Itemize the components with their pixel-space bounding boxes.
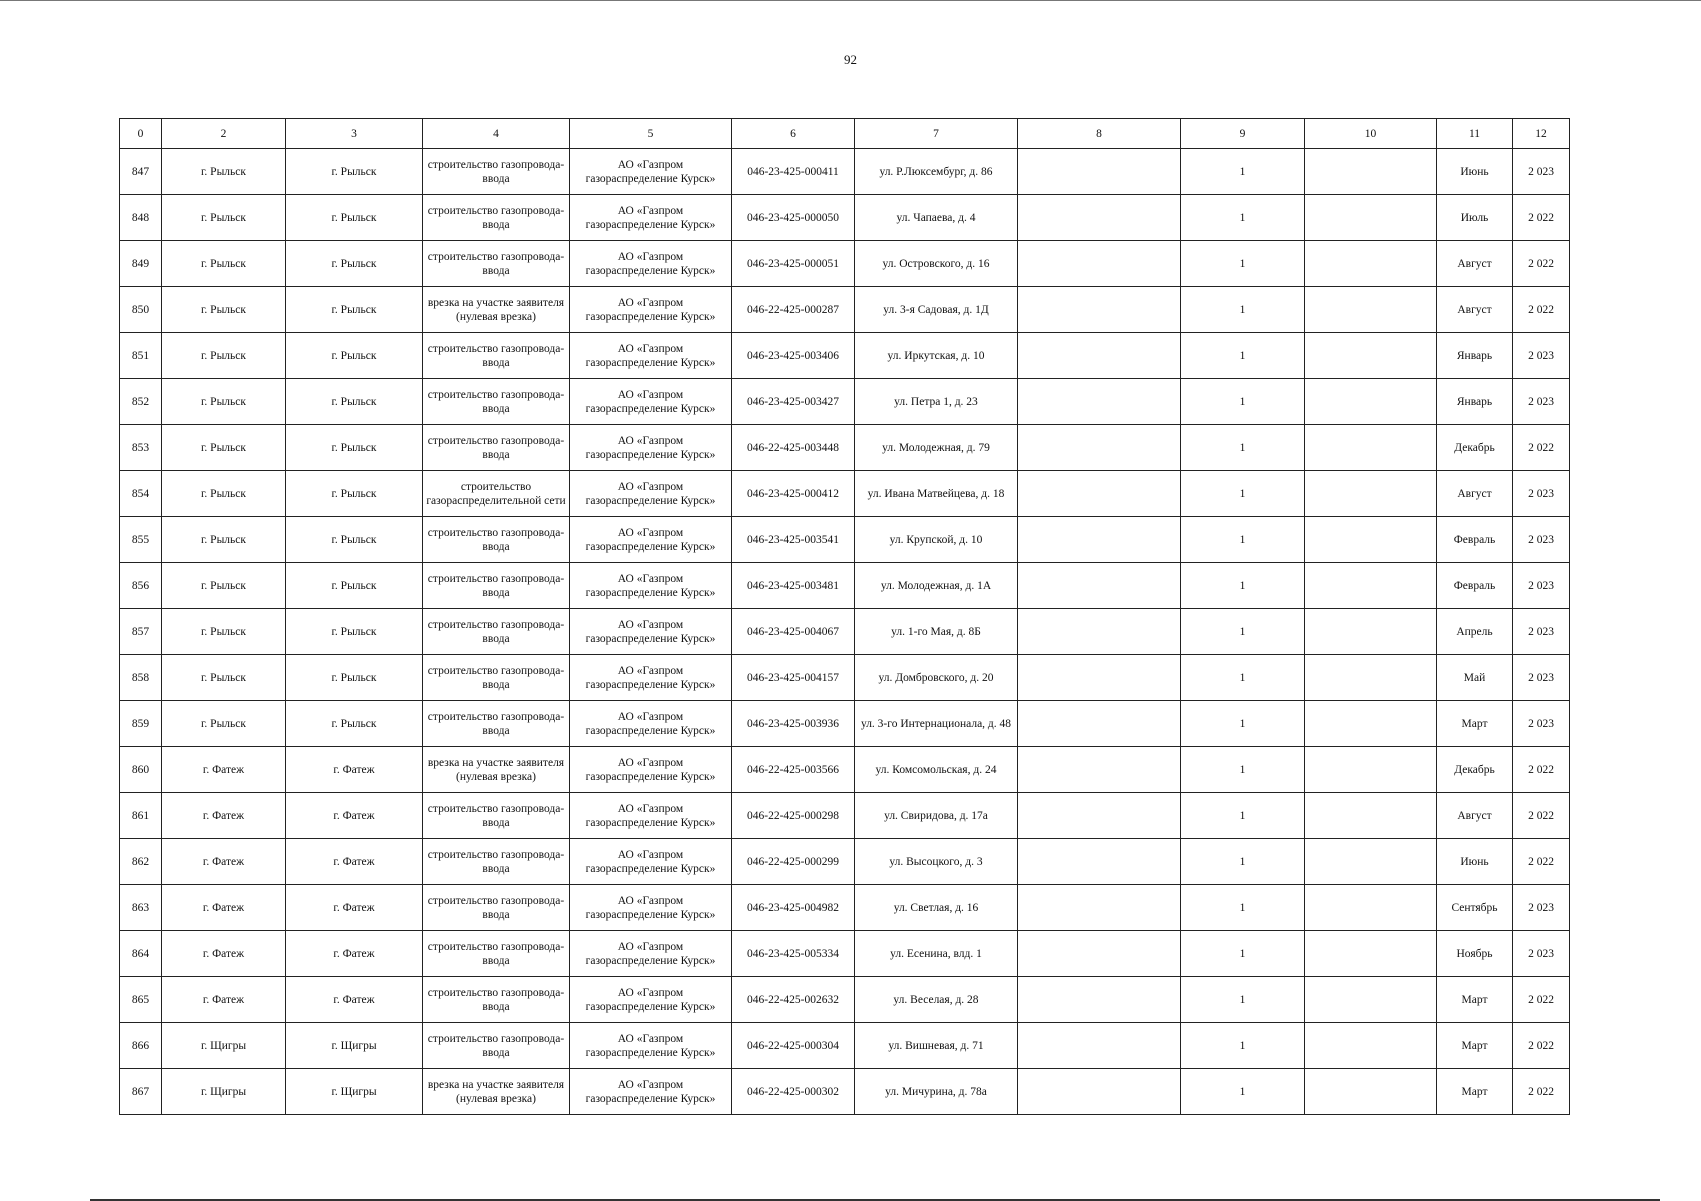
locality-cell: г. Рыльск (286, 425, 423, 471)
address-cell: ул. Высоцкого, д. 3 (855, 839, 1018, 885)
settlement-cell: г. Рыльск (162, 609, 286, 655)
column-8-cell (1018, 609, 1181, 655)
locality-cell: г. Фатеж (286, 931, 423, 977)
header-row (120, 119, 1570, 149)
year-cell: 2 023 (1513, 333, 1570, 379)
table-row (120, 701, 1570, 747)
locality-cell: г. Щигры (286, 1023, 423, 1069)
column-header: 6 (732, 119, 855, 149)
address-cell: ул. Чапаева, д. 4 (855, 195, 1018, 241)
column-8-cell (1018, 563, 1181, 609)
row-number-cell: 851 (120, 333, 162, 379)
table-row (120, 655, 1570, 701)
row-number-cell: 847 (120, 149, 162, 195)
month-cell: Март (1437, 977, 1513, 1023)
column-8-cell (1018, 701, 1181, 747)
year-cell: 2 022 (1513, 747, 1570, 793)
month-cell: Сентябрь (1437, 885, 1513, 931)
work-type-cell: строительство газопровода-ввода (423, 1023, 570, 1069)
settlement-cell: г. Рыльск (162, 333, 286, 379)
contract-code-cell: 046-23-425-003481 (732, 563, 855, 609)
organization-cell: АО «Газпром газораспределение Курск» (570, 287, 732, 333)
column-header: 3 (286, 119, 423, 149)
settlement-cell: г. Щигры (162, 1023, 286, 1069)
contract-code-cell: 046-23-425-000412 (732, 471, 855, 517)
column-header: 5 (570, 119, 732, 149)
column-8-cell (1018, 1023, 1181, 1069)
row-number-cell: 858 (120, 655, 162, 701)
column-8-cell (1018, 241, 1181, 287)
column-8-cell (1018, 287, 1181, 333)
settlement-cell: г. Рыльск (162, 195, 286, 241)
year-cell: 2 023 (1513, 609, 1570, 655)
address-cell: ул. Есенина, влд. 1 (855, 931, 1018, 977)
organization-cell: АО «Газпром газораспределение Курск» (570, 1023, 732, 1069)
address-cell: ул. 3-го Интернационала, д. 48 (855, 701, 1018, 747)
row-number-cell: 848 (120, 195, 162, 241)
quantity-cell: 1 (1181, 931, 1305, 977)
work-type-cell: строительство газопровода-ввода (423, 977, 570, 1023)
row-number-cell: 853 (120, 425, 162, 471)
column-10-cell (1305, 839, 1437, 885)
registry-table (119, 118, 1570, 1115)
year-cell: 2 022 (1513, 287, 1570, 333)
row-number-cell: 865 (120, 977, 162, 1023)
column-10-cell (1305, 747, 1437, 793)
column-header: 12 (1513, 119, 1570, 149)
table-row (120, 931, 1570, 977)
quantity-cell: 1 (1181, 655, 1305, 701)
settlement-cell: г. Фатеж (162, 931, 286, 977)
year-cell: 2 022 (1513, 241, 1570, 287)
table-row (120, 793, 1570, 839)
column-10-cell (1305, 931, 1437, 977)
column-10-cell (1305, 977, 1437, 1023)
work-type-cell: строительство газопровода-ввода (423, 793, 570, 839)
contract-code-cell: 046-22-425-002632 (732, 977, 855, 1023)
quantity-cell: 1 (1181, 563, 1305, 609)
locality-cell: г. Рыльск (286, 517, 423, 563)
year-cell: 2 022 (1513, 425, 1570, 471)
work-type-cell: строительство газопровода-ввода (423, 563, 570, 609)
work-type-cell: врезка на участке заявителя (нулевая врезка) (423, 1069, 570, 1115)
year-cell: 2 023 (1513, 563, 1570, 609)
column-10-cell (1305, 885, 1437, 931)
column-10-cell (1305, 609, 1437, 655)
contract-code-cell: 046-23-425-003427 (732, 379, 855, 425)
organization-cell: АО «Газпром газораспределение Курск» (570, 839, 732, 885)
organization-cell: АО «Газпром газораспределение Курск» (570, 793, 732, 839)
work-type-cell: строительство газопровода-ввода (423, 333, 570, 379)
month-cell: Август (1437, 471, 1513, 517)
month-cell: Январь (1437, 333, 1513, 379)
row-number-cell: 866 (120, 1023, 162, 1069)
settlement-cell: г. Рыльск (162, 471, 286, 517)
locality-cell: г. Рыльск (286, 333, 423, 379)
page-number: 92 (844, 52, 857, 67)
organization-cell: АО «Газпром газораспределение Курск» (570, 977, 732, 1023)
organization-cell: АО «Газпром газораспределение Курск» (570, 379, 732, 425)
year-cell: 2 023 (1513, 149, 1570, 195)
address-cell: ул. Свиридова, д. 17а (855, 793, 1018, 839)
address-cell: ул. Мичурина, д. 78а (855, 1069, 1018, 1115)
column-10-cell (1305, 241, 1437, 287)
month-cell: Февраль (1437, 517, 1513, 563)
table-body (120, 149, 1570, 1115)
contract-code-cell: 046-23-425-000411 (732, 149, 855, 195)
month-cell: Июль (1437, 195, 1513, 241)
settlement-cell: г. Рыльск (162, 425, 286, 471)
quantity-cell: 1 (1181, 287, 1305, 333)
work-type-cell: строительство газопровода-ввода (423, 379, 570, 425)
contract-code-cell: 046-22-425-003566 (732, 747, 855, 793)
year-cell: 2 022 (1513, 195, 1570, 241)
table-row (120, 563, 1570, 609)
quantity-cell: 1 (1181, 471, 1305, 517)
contract-code-cell: 046-23-425-005334 (732, 931, 855, 977)
table-row (120, 241, 1570, 287)
settlement-cell: г. Рыльск (162, 563, 286, 609)
row-number-cell: 856 (120, 563, 162, 609)
organization-cell: АО «Газпром газораспределение Курск» (570, 609, 732, 655)
column-8-cell (1018, 747, 1181, 793)
row-number-cell: 849 (120, 241, 162, 287)
locality-cell: г. Рыльск (286, 609, 423, 655)
address-cell: ул. Ивана Матвейцева, д. 18 (855, 471, 1018, 517)
row-number-cell: 867 (120, 1069, 162, 1115)
work-type-cell: строительство газопровода-ввода (423, 195, 570, 241)
contract-code-cell: 046-23-425-004157 (732, 655, 855, 701)
year-cell: 2 023 (1513, 655, 1570, 701)
contract-code-cell: 046-22-425-003448 (732, 425, 855, 471)
table-row (120, 149, 1570, 195)
column-10-cell (1305, 563, 1437, 609)
organization-cell: АО «Газпром газораспределение Курск» (570, 885, 732, 931)
address-cell: ул. Иркутская, д. 10 (855, 333, 1018, 379)
column-8-cell (1018, 333, 1181, 379)
year-cell: 2 022 (1513, 1023, 1570, 1069)
quantity-cell: 1 (1181, 701, 1305, 747)
column-10-cell (1305, 1069, 1437, 1115)
table-row (120, 977, 1570, 1023)
month-cell: Март (1437, 1023, 1513, 1069)
column-10-cell (1305, 333, 1437, 379)
column-10-cell (1305, 1023, 1437, 1069)
organization-cell: АО «Газпром газораспределение Курск» (570, 1069, 732, 1115)
contract-code-cell: 046-23-425-003936 (732, 701, 855, 747)
address-cell: ул. Петра 1, д. 23 (855, 379, 1018, 425)
organization-cell: АО «Газпром газораспределение Курск» (570, 655, 732, 701)
year-cell: 2 023 (1513, 379, 1570, 425)
table-row (120, 471, 1570, 517)
table-row (120, 195, 1570, 241)
quantity-cell: 1 (1181, 425, 1305, 471)
organization-cell: АО «Газпром газораспределение Курск» (570, 425, 732, 471)
column-10-cell (1305, 425, 1437, 471)
column-8-cell (1018, 471, 1181, 517)
settlement-cell: г. Рыльск (162, 517, 286, 563)
row-number-cell: 857 (120, 609, 162, 655)
month-cell: Январь (1437, 379, 1513, 425)
table-row (120, 379, 1570, 425)
table-row (120, 425, 1570, 471)
table-row (120, 1023, 1570, 1069)
locality-cell: г. Рыльск (286, 471, 423, 517)
row-number-cell: 852 (120, 379, 162, 425)
month-cell: Август (1437, 287, 1513, 333)
column-10-cell (1305, 287, 1437, 333)
quantity-cell: 1 (1181, 1069, 1305, 1115)
table-row (120, 517, 1570, 563)
month-cell: Март (1437, 1069, 1513, 1115)
row-number-cell: 861 (120, 793, 162, 839)
row-number-cell: 850 (120, 287, 162, 333)
column-header: 4 (423, 119, 570, 149)
quantity-cell: 1 (1181, 333, 1305, 379)
contract-code-cell: 046-22-425-000298 (732, 793, 855, 839)
address-cell: ул. Молодежная, д. 79 (855, 425, 1018, 471)
settlement-cell: г. Рыльск (162, 241, 286, 287)
table-row (120, 1069, 1570, 1115)
column-10-cell (1305, 149, 1437, 195)
quantity-cell: 1 (1181, 517, 1305, 563)
work-type-cell: строительство газораспределительной сети (423, 471, 570, 517)
contract-code-cell: 046-22-425-000287 (732, 287, 855, 333)
year-cell: 2 022 (1513, 977, 1570, 1023)
month-cell: Апрель (1437, 609, 1513, 655)
work-type-cell: строительство газопровода-ввода (423, 425, 570, 471)
organization-cell: АО «Газпром газораспределение Курск» (570, 471, 732, 517)
quantity-cell: 1 (1181, 609, 1305, 655)
work-type-cell: строительство газопровода-ввода (423, 517, 570, 563)
locality-cell: г. Фатеж (286, 977, 423, 1023)
month-cell: Июнь (1437, 149, 1513, 195)
organization-cell: АО «Газпром газораспределение Курск» (570, 931, 732, 977)
quantity-cell: 1 (1181, 793, 1305, 839)
work-type-cell: строительство газопровода-ввода (423, 609, 570, 655)
organization-cell: АО «Газпром газораспределение Курск» (570, 241, 732, 287)
address-cell: ул. Островского, д. 16 (855, 241, 1018, 287)
table-row (120, 839, 1570, 885)
year-cell: 2 022 (1513, 793, 1570, 839)
work-type-cell: строительство газопровода-ввода (423, 241, 570, 287)
column-header: 11 (1437, 119, 1513, 149)
row-number-cell: 859 (120, 701, 162, 747)
table-row (120, 885, 1570, 931)
work-type-cell: строительство газопровода-ввода (423, 701, 570, 747)
column-10-cell (1305, 517, 1437, 563)
quantity-cell: 1 (1181, 379, 1305, 425)
month-cell: Март (1437, 701, 1513, 747)
month-cell: Ноябрь (1437, 931, 1513, 977)
address-cell: ул. 1-го Мая, д. 8Б (855, 609, 1018, 655)
column-8-cell (1018, 1069, 1181, 1115)
row-number-cell: 864 (120, 931, 162, 977)
address-cell: ул. 3-я Садовая, д. 1Д (855, 287, 1018, 333)
year-cell: 2 023 (1513, 885, 1570, 931)
column-header: 9 (1181, 119, 1305, 149)
locality-cell: г. Рыльск (286, 195, 423, 241)
table-row (120, 333, 1570, 379)
contract-code-cell: 046-23-425-004067 (732, 609, 855, 655)
quantity-cell: 1 (1181, 195, 1305, 241)
month-cell: Декабрь (1437, 747, 1513, 793)
year-cell: 2 022 (1513, 1069, 1570, 1115)
address-cell: ул. Светлая, д. 16 (855, 885, 1018, 931)
table-row (120, 747, 1570, 793)
column-10-cell (1305, 701, 1437, 747)
organization-cell: АО «Газпром газораспределение Курск» (570, 563, 732, 609)
contract-code-cell: 046-22-425-000304 (732, 1023, 855, 1069)
quantity-cell: 1 (1181, 1023, 1305, 1069)
settlement-cell: г. Фатеж (162, 793, 286, 839)
year-cell: 2 023 (1513, 931, 1570, 977)
column-8-cell (1018, 517, 1181, 563)
address-cell: ул. Домбровского, д. 20 (855, 655, 1018, 701)
quantity-cell: 1 (1181, 149, 1305, 195)
work-type-cell: врезка на участке заявителя (нулевая врезка) (423, 287, 570, 333)
locality-cell: г. Рыльск (286, 701, 423, 747)
column-8-cell (1018, 793, 1181, 839)
month-cell: Июнь (1437, 839, 1513, 885)
column-8-cell (1018, 149, 1181, 195)
row-number-cell: 854 (120, 471, 162, 517)
month-cell: Август (1437, 793, 1513, 839)
settlement-cell: г. Фатеж (162, 977, 286, 1023)
quantity-cell: 1 (1181, 885, 1305, 931)
column-8-cell (1018, 839, 1181, 885)
column-header: 10 (1305, 119, 1437, 149)
column-8-cell (1018, 195, 1181, 241)
row-number-cell: 863 (120, 885, 162, 931)
locality-cell: г. Щигры (286, 1069, 423, 1115)
top-border-line (0, 0, 1701, 1)
work-type-cell: строительство газопровода-ввода (423, 931, 570, 977)
locality-cell: г. Рыльск (286, 241, 423, 287)
settlement-cell: г. Рыльск (162, 287, 286, 333)
locality-cell: г. Рыльск (286, 563, 423, 609)
address-cell: ул. Молодежная, д. 1А (855, 563, 1018, 609)
contract-code-cell: 046-23-425-003406 (732, 333, 855, 379)
column-8-cell (1018, 885, 1181, 931)
table-row (120, 287, 1570, 333)
work-type-cell: строительство газопровода-ввода (423, 885, 570, 931)
organization-cell: АО «Газпром газораспределение Курск» (570, 333, 732, 379)
quantity-cell: 1 (1181, 747, 1305, 793)
column-10-cell (1305, 793, 1437, 839)
address-cell: ул. Комсомольская, д. 24 (855, 747, 1018, 793)
contract-code-cell: 046-23-425-003541 (732, 517, 855, 563)
organization-cell: АО «Газпром газораспределение Курск» (570, 701, 732, 747)
contract-code-cell: 046-22-425-000302 (732, 1069, 855, 1115)
organization-cell: АО «Газпром газораспределение Курск» (570, 747, 732, 793)
quantity-cell: 1 (1181, 977, 1305, 1023)
locality-cell: г. Рыльск (286, 379, 423, 425)
month-cell: Декабрь (1437, 425, 1513, 471)
organization-cell: АО «Газпром газораспределение Курск» (570, 517, 732, 563)
settlement-cell: г. Фатеж (162, 747, 286, 793)
column-8-cell (1018, 655, 1181, 701)
work-type-cell: строительство газопровода-ввода (423, 655, 570, 701)
settlement-cell: г. Щигры (162, 1069, 286, 1115)
locality-cell: г. Фатеж (286, 839, 423, 885)
quantity-cell: 1 (1181, 839, 1305, 885)
locality-cell: г. Фатеж (286, 793, 423, 839)
column-10-cell (1305, 195, 1437, 241)
locality-cell: г. Рыльск (286, 149, 423, 195)
address-cell: ул. Крупской, д. 10 (855, 517, 1018, 563)
organization-cell: АО «Газпром газораспределение Курск» (570, 149, 732, 195)
column-8-cell (1018, 425, 1181, 471)
work-type-cell: строительство газопровода-ввода (423, 149, 570, 195)
quantity-cell: 1 (1181, 241, 1305, 287)
row-number-cell: 855 (120, 517, 162, 563)
contract-code-cell: 046-23-425-000051 (732, 241, 855, 287)
organization-cell: АО «Газпром газораспределение Курск» (570, 195, 732, 241)
row-number-cell: 862 (120, 839, 162, 885)
column-10-cell (1305, 655, 1437, 701)
settlement-cell: г. Рыльск (162, 379, 286, 425)
column-8-cell (1018, 977, 1181, 1023)
address-cell: ул. Веселая, д. 28 (855, 977, 1018, 1023)
settlement-cell: г. Фатеж (162, 885, 286, 931)
locality-cell: г. Рыльск (286, 287, 423, 333)
column-header: 7 (855, 119, 1018, 149)
month-cell: Февраль (1437, 563, 1513, 609)
year-cell: 2 022 (1513, 839, 1570, 885)
row-number-cell: 860 (120, 747, 162, 793)
table-row (120, 609, 1570, 655)
locality-cell: г. Фатеж (286, 747, 423, 793)
settlement-cell: г. Фатеж (162, 839, 286, 885)
settlement-cell: г. Рыльск (162, 149, 286, 195)
column-8-cell (1018, 379, 1181, 425)
year-cell: 2 023 (1513, 517, 1570, 563)
column-header: 8 (1018, 119, 1181, 149)
contract-code-cell: 046-23-425-004982 (732, 885, 855, 931)
address-cell: ул. Вишневая, д. 71 (855, 1023, 1018, 1069)
column-header: 2 (162, 119, 286, 149)
column-8-cell (1018, 931, 1181, 977)
address-cell: ул. Р.Люксембург, д. 86 (855, 149, 1018, 195)
month-cell: Май (1437, 655, 1513, 701)
locality-cell: г. Фатеж (286, 885, 423, 931)
column-10-cell (1305, 379, 1437, 425)
settlement-cell: г. Рыльск (162, 701, 286, 747)
contract-code-cell: 046-22-425-000299 (732, 839, 855, 885)
month-cell: Август (1437, 241, 1513, 287)
work-type-cell: врезка на участке заявителя (нулевая врезка) (423, 747, 570, 793)
contract-code-cell: 046-23-425-000050 (732, 195, 855, 241)
settlement-cell: г. Рыльск (162, 655, 286, 701)
work-type-cell: строительство газопровода-ввода (423, 839, 570, 885)
column-10-cell (1305, 471, 1437, 517)
year-cell: 2 023 (1513, 471, 1570, 517)
year-cell: 2 023 (1513, 701, 1570, 747)
locality-cell: г. Рыльск (286, 655, 423, 701)
column-header: 0 (120, 119, 162, 149)
